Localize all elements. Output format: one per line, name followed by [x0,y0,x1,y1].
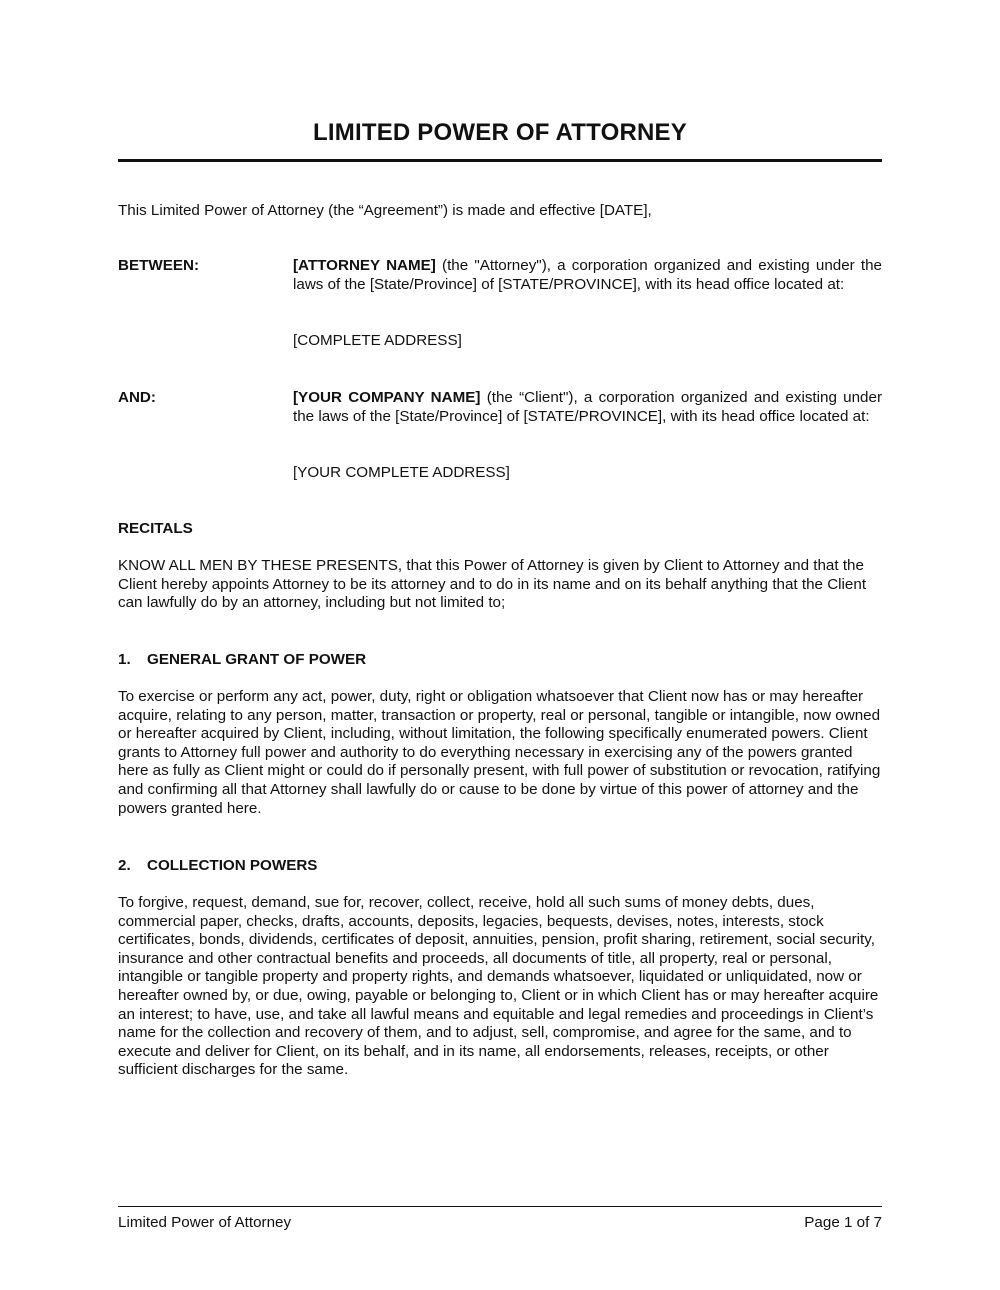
attorney-name: [ATTORNEY NAME] [293,257,436,274]
footer-page-number: Page 1 of 7 [804,1214,882,1231]
attorney-description: (the "Attorney"), a corporation organized and existing under the laws of the [State/Province] of [STATE/PROVINCE], with its head office located at: [293,257,883,293]
recitals-paragraph: KNOW ALL MEN BY THESE PRESENTS, that this Power of Attorney is given by Client to Attorney and that the Client hereby appoints Attorney to be its attorney and to do in its name and on its behalf anything that the Client can lawfully do by an attorney, including but not limited to; [118,557,867,612]
intro-paragraph: This Limited Power of Attorney (the “Agreement”) is made and effective [DATE], [118,202,652,219]
section-number: 2. [118,857,131,874]
client-name: [YOUR COMPANY NAME] [293,389,481,406]
section-title: COLLECTION POWERS [147,857,318,874]
recitals-heading: RECITALS [118,520,193,537]
section-heading [118,651,366,670]
client-address: [YOUR COMPLETE ADDRESS] [293,464,510,481]
client-description: (the “Client"), a corporation organized and existing under the laws of the [State/Province] of [STATE/PROVINCE], with its head office located at: [293,389,882,425]
between-party-text [293,257,882,294]
footer-divider [118,1206,882,1207]
section-number: 1. [118,651,131,668]
section-title: GENERAL GRANT OF POWER [147,651,367,668]
and-party-text [293,389,882,426]
between-label: BETWEEN: [118,257,199,274]
document-title: LIMITED POWER OF ATTORNEY [313,119,687,146]
section-heading [118,857,317,876]
title-divider [118,159,882,162]
footer-document-name: Limited Power of Attorney [118,1214,292,1231]
attorney-address: [COMPLETE ADDRESS] [293,332,462,349]
section-paragraph: To forgive, request, demand, sue for, recover, collect, receive, hold all such sums of money debts, dues, commercial paper, checks, drafts, accounts, deposits, legacies, bequests, devises, notes, interests, stock certificates, bonds, dividends, certificates of deposit, annuities, pension, profit sharing, retirement, social security, insurance and other contractual benefits and proceeds, all documents of title, all property, real or personal, intangible or tangible property and property rights, and demands whatsoever, liquidated or unliquidated, now or hereafter owned by, or due, owing, payable or belonging to, Client or in which Client has or may hereafter acquire an interest; to have, use, and take all lawful means and equitable and legal remedies and proceedings in Client’s name for the collection and recovery of them, and to adjust, sell, compromise, and agree for the same, and to execute and deliver for Client, on its behalf, and in its name, all endorsements, releases, receipts, or other sufficient discharges for the same. [118,894,879,1079]
and-label: AND: [118,389,156,406]
section-paragraph: To exercise or perform any act, power, duty, right or obligation whatsoever that Client now has or may hereafter acquire, relating to any person, matter, transaction or property, real or personal, tangible or intangible, now owned or hereafter acquired by Client, including, without limitation, the following specifically enumerated powers. Client grants to Attorney full power and authority to do everything necessary in exercising any of the powers granted here as fully as Client might or could do if personally present, with full power of substitution or revocation, ratifying and confirming all that Attorney shall lawfully do or cause to be done by virtue of this power of attorney and the powers granted here. [118,688,881,817]
